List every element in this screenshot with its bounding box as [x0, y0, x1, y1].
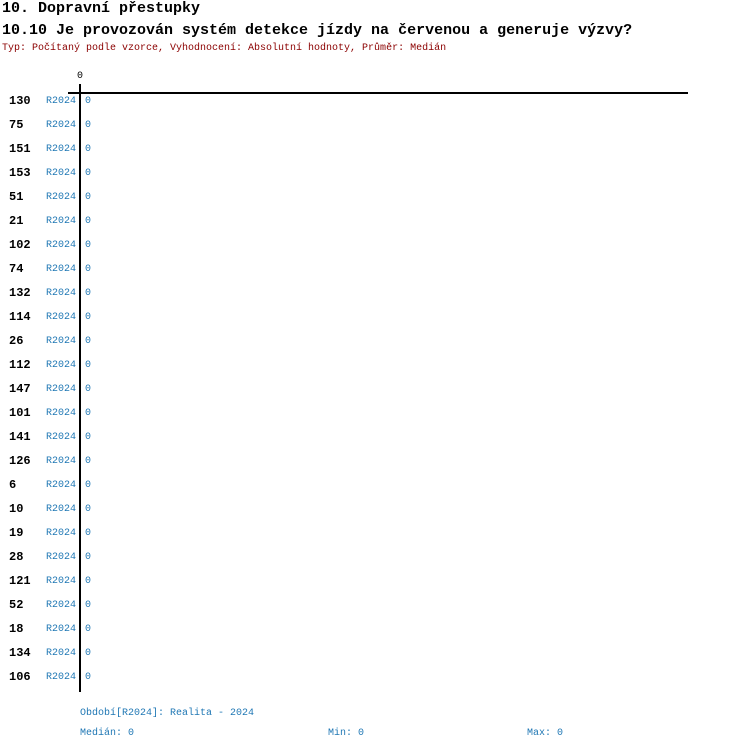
row-series-label: R2024	[46, 648, 77, 659]
row-category-label: 112	[9, 358, 31, 372]
row-category-label: 19	[9, 526, 24, 540]
row-value-label: 0	[85, 432, 92, 443]
row-category-label: 126	[9, 454, 31, 468]
row-series-label: R2024	[46, 432, 77, 443]
row-series-label: R2024	[46, 144, 77, 155]
row-series-label: R2024	[46, 504, 77, 515]
row-category-label: 151	[9, 142, 31, 156]
row-category-label: 153	[9, 166, 31, 180]
row-category-label: 141	[9, 430, 31, 444]
row-category-label: 102	[9, 238, 31, 252]
row-series-label: R2024	[46, 480, 77, 491]
row-series-label: R2024	[46, 600, 77, 611]
row-value-label: 0	[85, 456, 92, 467]
row-series-label: R2024	[46, 216, 77, 227]
row-category-label: 106	[9, 670, 31, 684]
row-value-label: 0	[85, 192, 92, 203]
row-value-label: 0	[85, 336, 92, 347]
row-value-label: 0	[85, 240, 92, 251]
row-category-label: 121	[9, 574, 31, 588]
row-series-label: R2024	[46, 360, 77, 371]
row-series-label: R2024	[46, 120, 77, 131]
row-value-label: 0	[85, 672, 92, 683]
row-value-label: 0	[85, 480, 92, 491]
row-value-label: 0	[85, 600, 92, 611]
chart-row	[0, 383, 750, 397]
row-category-label: 75	[9, 118, 24, 132]
row-category-label: 26	[9, 334, 24, 348]
row-category-label: 134	[9, 646, 31, 660]
row-category-label: 114	[9, 310, 31, 324]
stat-max-label: Max: 0	[527, 728, 564, 739]
chart-row	[0, 119, 750, 133]
chart-row	[0, 575, 750, 589]
row-series-label: R2024	[46, 408, 77, 419]
row-value-label: 0	[85, 504, 92, 515]
chart-row	[0, 215, 750, 229]
row-series-label: R2024	[46, 168, 77, 179]
question-title: 10.10 Je provozován systém detekce jízdy na červenou a generuje výzvy?	[2, 22, 633, 39]
row-series-label: R2024	[46, 336, 77, 347]
row-category-label: 6	[9, 478, 17, 492]
legend-period-label: Období[R2024]: Realita - 2024	[80, 708, 255, 719]
row-category-label: 21	[9, 214, 24, 228]
chart-row	[0, 503, 750, 517]
row-series-label: R2024	[46, 624, 77, 635]
row-value-label: 0	[85, 168, 92, 179]
row-value-label: 0	[85, 264, 92, 275]
row-value-label: 0	[85, 360, 92, 371]
chart-row	[0, 335, 750, 349]
x-axis-line	[68, 92, 688, 94]
row-value-label: 0	[85, 624, 92, 635]
chart-row	[0, 143, 750, 157]
row-category-label: 28	[9, 550, 24, 564]
row-value-label: 0	[85, 288, 92, 299]
row-category-label: 52	[9, 598, 24, 612]
chart-row	[0, 95, 750, 109]
chart-row	[0, 599, 750, 613]
row-category-label: 18	[9, 622, 24, 636]
row-series-label: R2024	[46, 576, 77, 587]
chart-row	[0, 623, 750, 637]
row-series-label: R2024	[46, 528, 77, 539]
row-series-label: R2024	[46, 672, 77, 683]
stat-min-label: Min: 0	[328, 728, 365, 739]
chapter-title: 10. Dopravní přestupky	[2, 0, 201, 17]
chart-row	[0, 239, 750, 253]
row-value-label: 0	[85, 552, 92, 563]
chart-row	[0, 311, 750, 325]
row-value-label: 0	[85, 384, 92, 395]
row-category-label: 74	[9, 262, 24, 276]
chart-row	[0, 551, 750, 565]
row-category-label: 101	[9, 406, 31, 420]
chart-row	[0, 479, 750, 493]
row-category-label: 130	[9, 94, 31, 108]
chart-row	[0, 263, 750, 277]
x-axis-tick-label: 0	[76, 71, 83, 82]
row-series-label: R2024	[46, 456, 77, 467]
row-series-label: R2024	[46, 264, 77, 275]
row-value-label: 0	[85, 216, 92, 227]
row-value-label: 0	[85, 408, 92, 419]
chart-row	[0, 431, 750, 445]
chart-row	[0, 287, 750, 301]
stat-median-label: Medián: 0	[80, 728, 135, 739]
chart-row	[0, 191, 750, 205]
row-value-label: 0	[85, 312, 92, 323]
row-series-label: R2024	[46, 552, 77, 563]
row-value-label: 0	[85, 144, 92, 155]
row-series-label: R2024	[46, 240, 77, 251]
row-value-label: 0	[85, 648, 92, 659]
chart-row	[0, 455, 750, 469]
chart-meta-line: Typ: Počítaný podle vzorce, Vyhodnocení: Absolutní hodnoty, Průměr: Medián	[2, 43, 447, 54]
row-category-label: 132	[9, 286, 31, 300]
chart-row	[0, 527, 750, 541]
row-series-label: R2024	[46, 288, 77, 299]
chart-row	[0, 359, 750, 373]
row-value-label: 0	[85, 528, 92, 539]
row-series-label: R2024	[46, 384, 77, 395]
chart-row	[0, 407, 750, 421]
row-category-label: 51	[9, 190, 24, 204]
row-series-label: R2024	[46, 192, 77, 203]
row-value-label: 0	[85, 576, 92, 587]
chart-row	[0, 167, 750, 181]
row-series-label: R2024	[46, 96, 77, 107]
chart-row	[0, 671, 750, 685]
chart-row	[0, 647, 750, 661]
row-category-label: 10	[9, 502, 24, 516]
row-category-label: 147	[9, 382, 31, 396]
row-value-label: 0	[85, 120, 92, 131]
row-series-label: R2024	[46, 312, 77, 323]
row-value-label: 0	[85, 96, 92, 107]
